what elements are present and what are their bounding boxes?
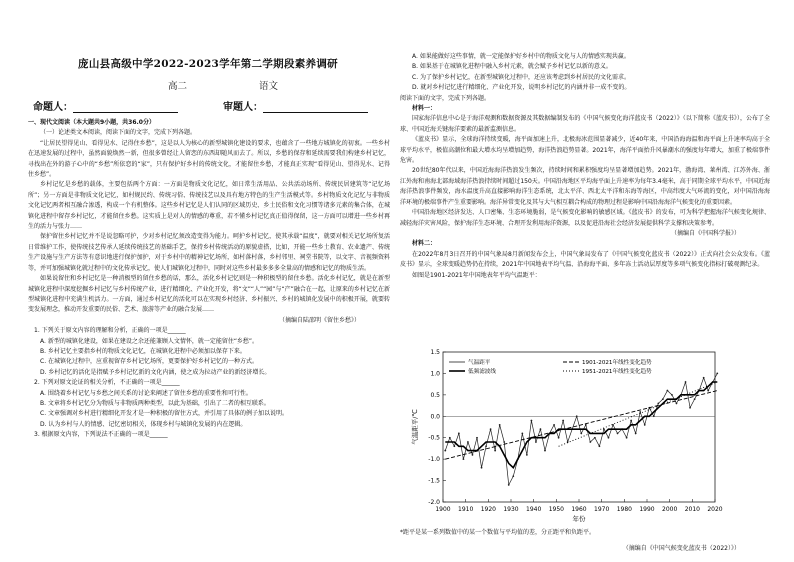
y-tick-label: 0.0 xyxy=(430,413,440,421)
option: C. 文章强调对乡村进行精细化开发才是一种积极的留住方式，并引用了具体的例子加以说明。 xyxy=(40,410,289,418)
anomaly-point xyxy=(689,407,691,409)
anomaly-point xyxy=(508,484,510,486)
option: A. 如果能做好这些事情，就一定能保护好乡村中的物质文化与人的情感实现共赢。 xyxy=(412,53,630,60)
material-paragraph: 在2022年8月3日召开的中国气象局8月新闻发布会上，中国气象局发布了《中国气候变化蓝皮书（2022）》正式向社会公众发布。《蓝皮书》显示，全球变暖趋势仍在持续，2021年中国地表平均气温、沿海海平面、多年冻土活动层厚度等多项气候变化指标打破观测纪录。 xyxy=(400,250,770,269)
anomaly-point xyxy=(558,437,560,439)
anomaly-point xyxy=(449,437,451,439)
anomaly-point xyxy=(472,454,474,456)
anomaly-point xyxy=(599,445,601,447)
option: B. 文章将乡村记忆分为物质与非物质两种类型，以此为基础，引出了二者的相互联系。 xyxy=(40,399,270,407)
anomaly-point xyxy=(635,433,637,435)
passage-paragraph: 如果说留住和乡村记忆是一种消极型的留住乡愁的话，那么，活化乡村记忆则是一种积极型的留住乡愁。活化乡村记忆，就是在新型城镇化进程中深度挖掘乡村记忆与乡村传统产业，进行精细化、产业化开发，将“文”“人”“园”与“产”融合在一起，让原来的乡村记忆在新型城镇化进程中充满生机活力。一方面，通过乡村记忆的活化可以在实现乡村经济、乡村振兴、乡村的城镇化发展中的积极开展，就要转变发展理念，推动开发重要的民俗、艺术、旅游等产业的融合发展…… xyxy=(28,275,390,314)
trend-1901-2021 xyxy=(445,391,717,460)
anomaly-point xyxy=(617,433,619,435)
anomaly-point xyxy=(671,394,673,396)
anomaly-point xyxy=(630,420,632,422)
right-text-top xyxy=(400,52,770,281)
anomaly-point xyxy=(639,411,641,413)
material-2-label: 材料二： xyxy=(412,240,437,248)
passage-source: （摘编自陆邵明《留住乡愁》） xyxy=(278,316,360,324)
option: D. 乡村记忆的活化是指赋予乡村记忆新的文化内涵，使之成为拉动产业的新经济增长。 xyxy=(40,368,271,376)
anomaly-point xyxy=(521,433,523,435)
x-tick-label: 1950 xyxy=(548,506,564,513)
option: A. 新型的城镇化建设，如果在建设之余还能兼顾人文情怀，就一定能留住“乡愁”。 xyxy=(40,337,259,345)
y-tick-label: -2.0 xyxy=(428,499,440,506)
grade-label: 高二 xyxy=(168,81,188,92)
material-paragraph: 20世纪80年代以来，中国近海海洋热浪发生频次，持续时间和累积强度均呈显著增加趋势。2021年，渤海湾、莱州湾、江苏外海、浙江外海和南海北部海域海洋热浪持续时间超过150天。中国沿海地区平均海平面上升速率为每年3.4毫米，高于同期全球平均水平，中国近海海洋热浪事件频发，海水温度升高直接影响海洋生态系统，北太平洋、西北太平洋和东海等海区，中高纬度大气环流的变化，对中国沿海海洋环境的极端事件产生重要影响。海洋异常变化及其与大气相互耦合构成的物理过程是影响中国沿海海洋气候变化的重要因素。 xyxy=(400,167,770,206)
option: B. 乡村记忆主要指乡村的物质文化记忆，在城镇化进程中必须加以保存下来。 xyxy=(40,347,246,355)
anomaly-point xyxy=(685,381,687,383)
exam-subtitle xyxy=(168,78,278,92)
x-tick-label: 1930 xyxy=(503,506,519,513)
sub-heading: （一）论述类文本阅读，阅读下面的文字，完成下列各题。 xyxy=(40,129,197,137)
anomaly-point xyxy=(644,424,646,426)
passage-paragraph: 保护留住乡村记忆并不是说忽略可护，少对乡村记忆须改造变得为能力。呵护乡村记忆，使其承载“温度”，就要对相关记忆场所复活日常维护工作，使传统技艺传承人延续传统技艺的基础手艺，保持乡村传统活动的原貌虚搭，比如，开能一些乡土教育、农业遗产、传统生产设施与生产方法等有意识地进行保护加护，对于乡村中的精神记忆场所，如村落村落，乡村邻里、祠堂书院等，以文字、音视频资料等，并可加强城镇化就过程中的文化传承记忆，使人们城镇化过程中，同时对这些乡村最多多多全量高的情感和记忆的物质生活。 xyxy=(28,233,390,272)
anomaly-point xyxy=(594,437,596,439)
x-tick-label: 1970 xyxy=(594,506,610,513)
section-heading: 一、现代文阅读（本大题共9小题，共36.0分） xyxy=(28,119,155,126)
trend-1951-2021 xyxy=(559,382,718,446)
option: A. 围绕着乡村记忆与乡愁之间关系的讨论来阐述了留住乡愁的重要性和可行性。 xyxy=(40,389,252,397)
footnote-block xyxy=(400,528,770,555)
anomaly-point xyxy=(626,437,628,439)
chart-caption: 如图是1901-2021年中国地表年平均气温距平： xyxy=(412,271,541,279)
anomaly-point xyxy=(667,390,669,392)
anomaly-point xyxy=(653,415,655,417)
x-tick-label: 1980 xyxy=(616,506,632,513)
option: D. 认为乡村与人的情感、记忆密切相关，体现乡村与城镇化发展的内在逻辑。 xyxy=(40,420,247,428)
anomaly-point xyxy=(707,390,709,392)
y-tick-label: -1.5 xyxy=(428,477,440,485)
material-2-source: （摘编自《中国气候变化蓝皮书（2022）》） xyxy=(622,545,740,553)
anomaly-point xyxy=(535,441,537,443)
x-tick-label: 1940 xyxy=(526,506,542,513)
x-tick-label: 1910 xyxy=(458,506,474,513)
y-tick-label: 1.5 xyxy=(430,349,440,356)
anomaly-point xyxy=(458,433,460,435)
exam-title: 庞山县高级中学2022-2023学年第二学期段素养调研 xyxy=(78,58,338,70)
lead-in: 阅读下面的文字，完成下列各题。 xyxy=(400,94,491,102)
x-tick-label: 2000 xyxy=(662,506,678,513)
anomaly-point xyxy=(580,433,582,435)
passage-paragraph: 乡村记忆是乡愁的载体，主要包括两个方面：一方面是物质文化记忆，如日常生活用品、公共活动场所、传统民居建筑等“记忆场所”；另一方面是非物质文化记忆，如村规民约、传统习俗、传统技艺以及具有地方特色的生产生活模式等。乡村物质文化记忆与非物质文化记忆两者相互融合渗透，构成一个有机整体。这些乡村记忆是人们认同的区域历史、乡土民俗和文化习惯等诸多元素的集合体，在城镇化进程中留存乡村记忆，才能留住乡愁。这实质上是对人的情感的尊重，若不懂乡村记忆真正值得保留，这一方面可以增进一些乡村再生的活力与张力…… xyxy=(28,181,390,231)
x-tick-label: 1900 xyxy=(435,506,451,513)
anomaly-point xyxy=(589,441,591,443)
temperature-anomaly-chart xyxy=(405,344,725,529)
anomaly-point xyxy=(467,441,469,443)
anomaly-point xyxy=(444,450,446,452)
anomaly-point xyxy=(453,445,455,447)
anomaly-point xyxy=(703,377,705,379)
x-axis-label: 年份 xyxy=(572,515,586,523)
anomaly-point xyxy=(553,424,555,426)
anomaly-point xyxy=(481,467,483,469)
reviewer: 审题人： xyxy=(223,98,368,113)
anomaly-point xyxy=(531,420,533,422)
anomaly-point xyxy=(544,450,546,452)
x-tick-label: 1960 xyxy=(571,506,587,513)
material-paragraph: 国家海洋信息中心是于海洋观测和数据资源及其数据编制发布的《中国气候变化海洋蓝皮书（2022）》（以下简称《蓝皮书》），公布了全球、中国近海关键海洋要素的最新监测信息。 xyxy=(400,115,770,133)
anomaly-point xyxy=(694,398,696,400)
material-paragraph: 《蓝皮书》显示，全球海洋持续变暖，海平面加速上升，北极海冰范围显著减少，近40年来，中国沿海海温和海平面上升速率均高于全球平均水平，极值高潮位和最大增水均呈增加趋势，海洋热浪趋势显著。2021年，海洋平面抬升风暴潮水的强度每年增大，加重了极端事件危害。 xyxy=(400,136,770,165)
anomaly-point xyxy=(494,450,496,452)
anomaly-point xyxy=(499,424,501,426)
setter-blank[interactable] xyxy=(73,102,178,113)
reviewer-blank[interactable] xyxy=(263,102,368,113)
legend-label: 1951-2021年线性变化趋势 xyxy=(582,369,652,375)
anomaly-point xyxy=(662,398,664,400)
anomaly-point xyxy=(526,454,528,456)
subject-label: 语文 xyxy=(258,81,278,92)
option: C. 为了保护乡村记忆，在新型城镇化过程中，还应该考虑到乡村居民的文化需求。 xyxy=(412,73,631,81)
passage-paragraph: “让居民望得见山、看得见水、记得住乡愁”，这是以人为核心的新型城镇化建设的要求，也蕴含了一些地方城镇化的初衷。一些乡村在迅速发展的过程中，虽然面貌焕然一新，但很多曾经让人留恋的东西却随风而去了。所以，乡愁的保存和延续需要我们构建乡村记忆，寻找出在外的游子心中的“乡愁”所依恋的“家”，只有保护好乡村的传统文化，才能留住乡愁，才能真正实现“看得见山、望得见水、记得住乡愁”。 xyxy=(28,139,390,179)
anomaly-point xyxy=(608,437,610,439)
anomaly-point xyxy=(485,445,487,447)
footnote: *距平是某一系列数值中的某一个数值与平均值的差，分正距平和负距平。 xyxy=(400,529,596,536)
material-1-source: （摘编自《中国科学报》） xyxy=(670,229,740,237)
anomaly-point xyxy=(676,403,678,405)
y-tick-label: 0.5 xyxy=(430,391,440,399)
x-tick-label: 1990 xyxy=(639,506,655,513)
anomaly-point xyxy=(476,437,478,439)
anomaly-point xyxy=(562,420,564,422)
anomaly-point xyxy=(657,403,659,405)
option: C. 在城镇化过程中，应重视留存乡村记忆场所，更要保护好乡村记忆的一种方式。 xyxy=(40,358,259,366)
left-column xyxy=(28,0,390,562)
y-tick-label: -1.0 xyxy=(428,456,440,464)
anomaly-point xyxy=(540,428,542,430)
legend-label: 1901-2021年线性变化趋势 xyxy=(582,360,652,366)
y-tick-label: -0.5 xyxy=(428,434,440,442)
x-tick-label: 1920 xyxy=(480,506,496,513)
y-axis-label: 气温距平/℃ xyxy=(411,409,419,445)
x-tick-label: 2020 xyxy=(707,506,723,513)
anomaly-point xyxy=(503,441,505,443)
legend-label: 气温距平 xyxy=(468,360,491,366)
anomaly-point xyxy=(512,475,514,477)
anomaly-point xyxy=(716,373,718,375)
question-3: 3. 根据原文内容，下列说法不正确的一项是______ xyxy=(34,431,168,439)
reading-passage xyxy=(28,118,390,441)
legend-label: 低频滤波线 xyxy=(468,369,496,375)
anomaly-point xyxy=(490,428,492,430)
question-1: 1. 下列关于原文内容的理解和分析，正确的一项是______ xyxy=(34,327,186,335)
x-tick-label: 2010 xyxy=(684,506,700,513)
option: D. 就对乡村记忆进行精细化、产业化开发，说明乡村记忆的内涵并非一成不变的。 xyxy=(412,84,631,92)
right-column xyxy=(400,0,770,562)
anomaly-point xyxy=(463,458,465,460)
question-2: 2. 下列对原文论证的相关分析，不正确的一项是______ xyxy=(34,379,180,387)
y-tick-label: 1.0 xyxy=(430,370,440,378)
anomaly-point xyxy=(576,415,578,417)
material-1-label: 材料一： xyxy=(412,105,437,113)
setter: 命题人： xyxy=(33,98,178,113)
option: B. 如果基于在城镇化进程中融入乡村元素，就会赋予乡村记忆以新的意义。 xyxy=(412,63,612,71)
material-paragraph: 中国沿海地区经济发达、人口密集、生态环境脆弱，是气候变化影响的敏感区域。《蓝皮书》的发布，可为科学把握海洋气候变化规律、减轻海洋灾害风险，保护海洋生态环境、合理开发利用海洋资源，以及促进沿海社会经济发展提供科学支撑和决策参考。 xyxy=(400,209,770,227)
